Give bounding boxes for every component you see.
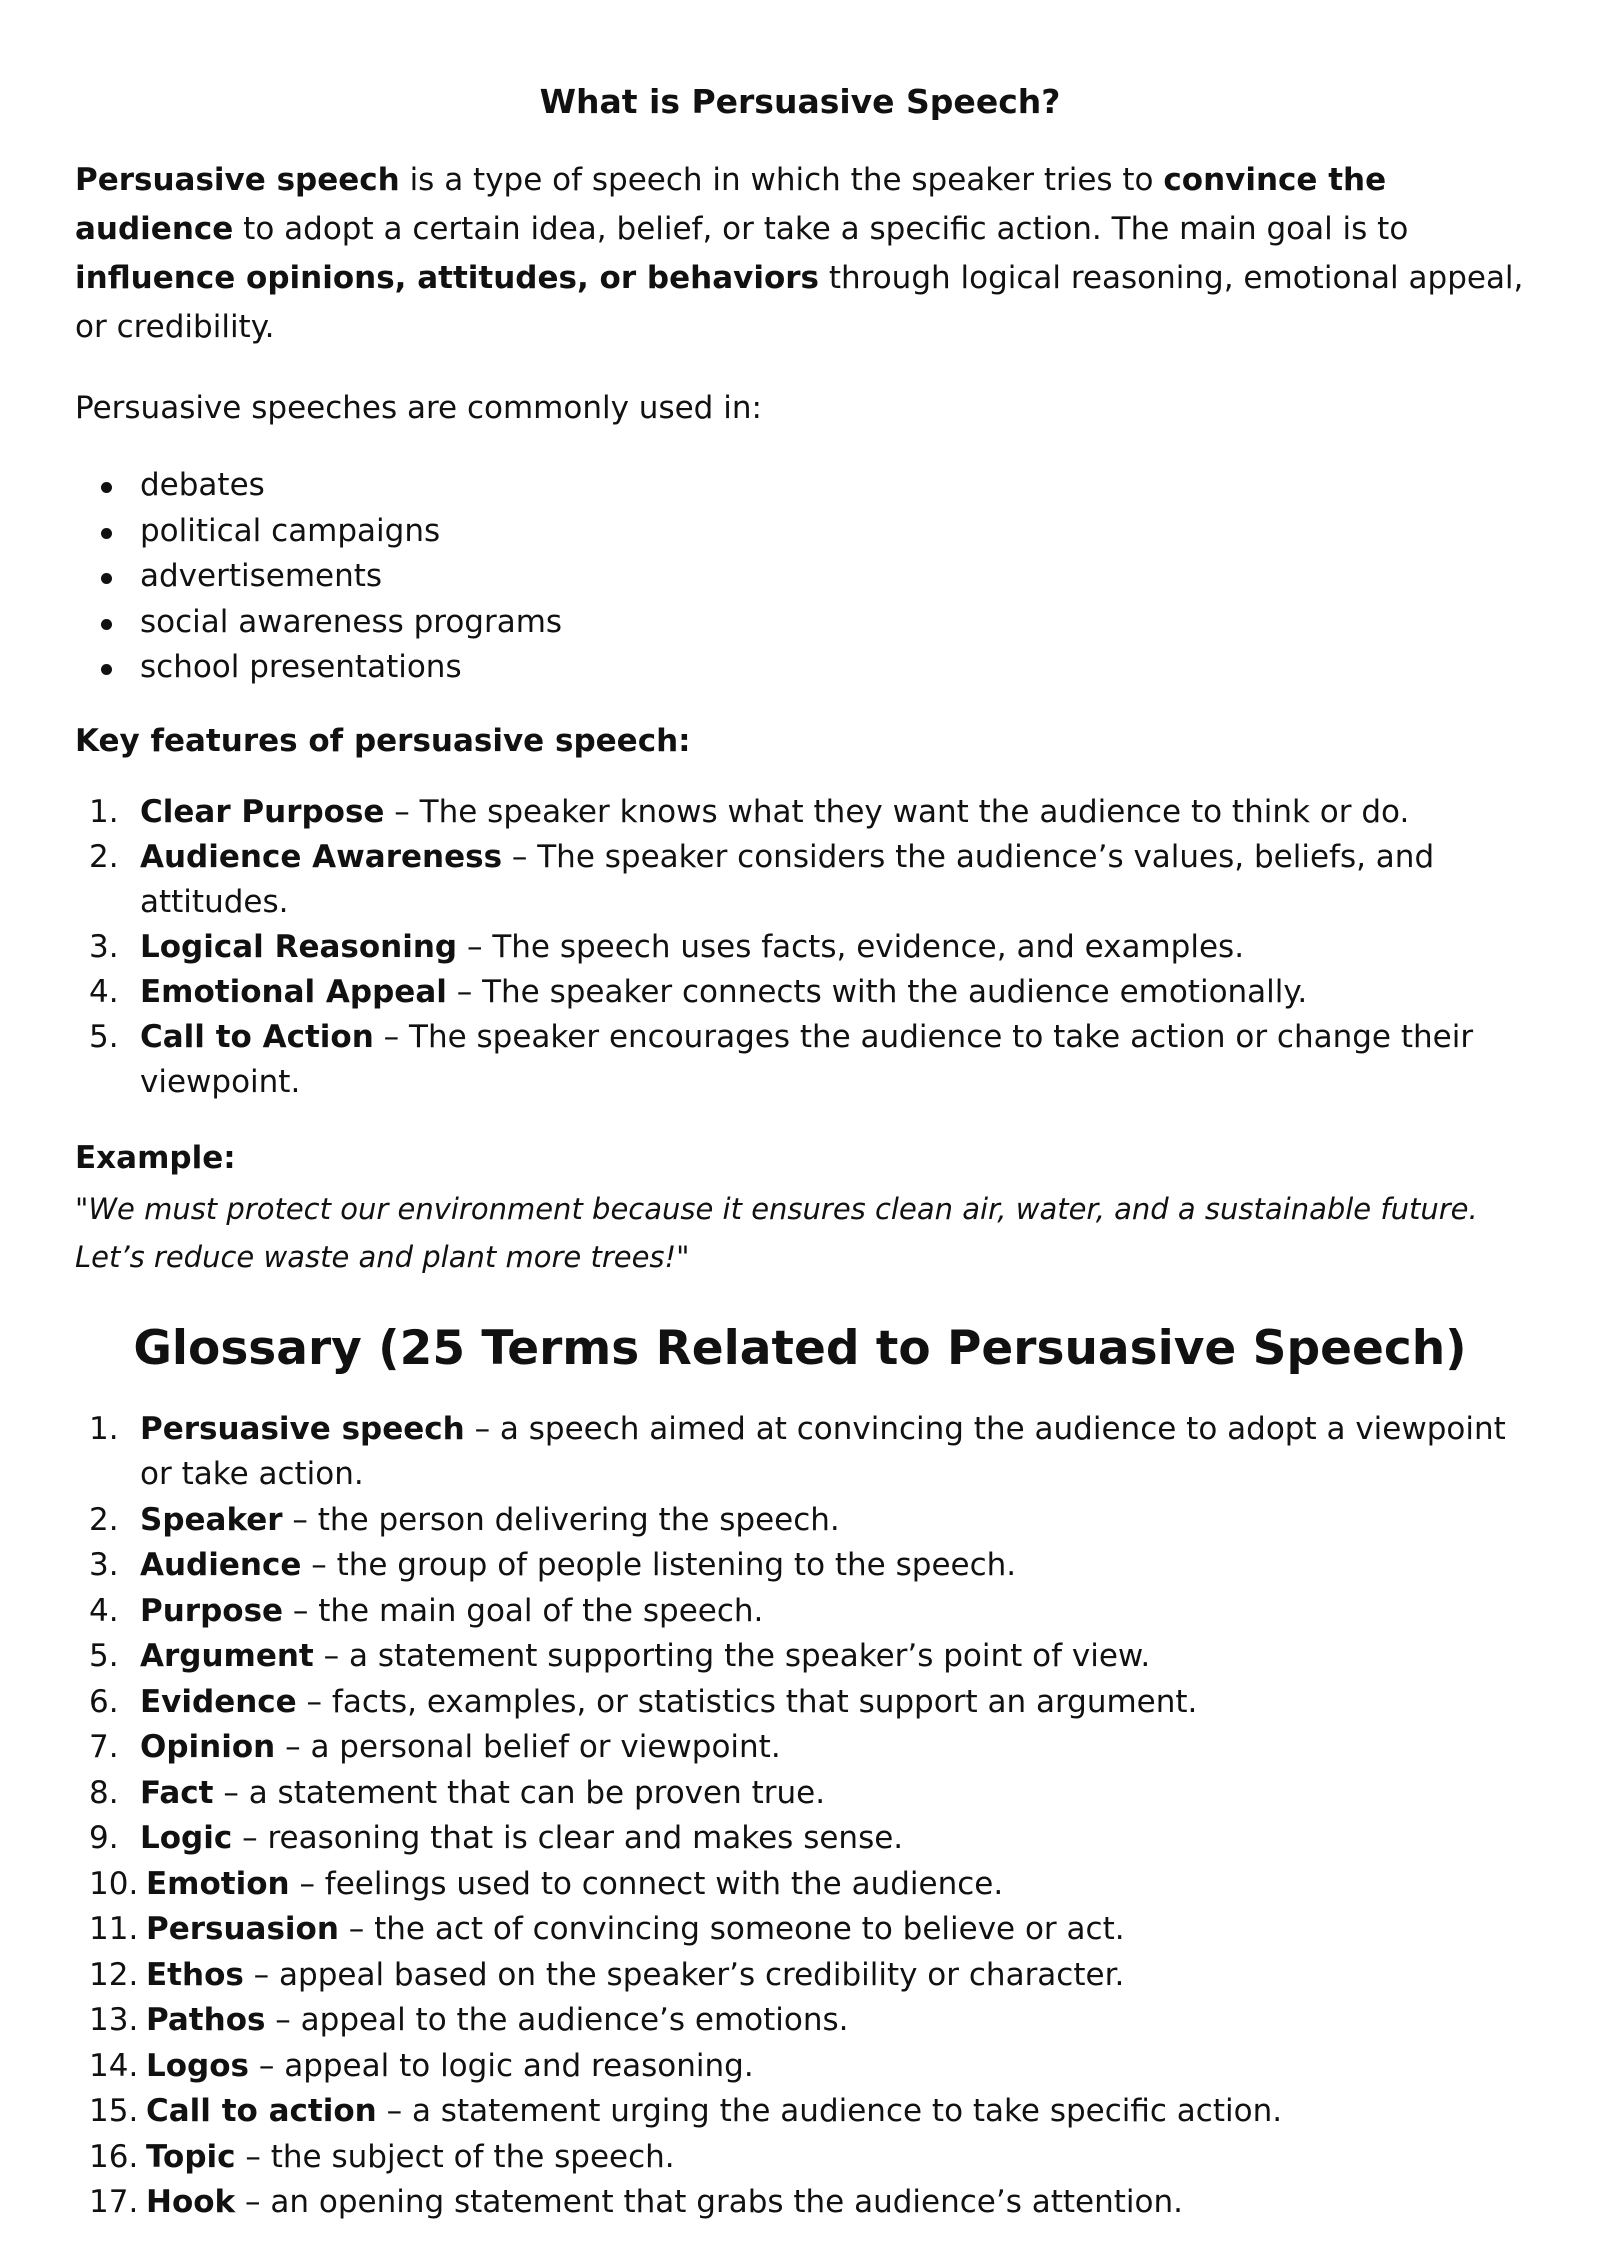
feature-item [75, 835, 1525, 925]
glossary-list [75, 1407, 1525, 2226]
intro-text-1: is a type of speech in which the speaker tries to [399, 162, 1164, 198]
item-term: Clear Purpose [140, 793, 385, 830]
item-description: – an opening statement that grabs the audience’s attention. [235, 2184, 1184, 2220]
item-term: Pathos [146, 2002, 266, 2038]
item-number: 14. [89, 2047, 139, 2084]
bullet-icon [101, 573, 112, 584]
item-description: – a personal belief or viewpoint. [275, 1729, 781, 1765]
item-number: 15. [89, 2093, 139, 2129]
glossary-item [75, 2089, 1525, 2135]
item-term: Argument [140, 1638, 314, 1674]
glossary-item [75, 1771, 1525, 1817]
item-number: 4. [89, 973, 119, 1010]
item-number: 11. [89, 1911, 139, 1947]
item-term: Speaker [140, 1501, 283, 1538]
item-number: 6. [89, 1683, 119, 1720]
item-description: – The speaker encourages the audience to take action or change their viewpoint. [140, 1018, 1474, 1100]
item-term: Audience Awareness [140, 838, 503, 875]
bullet-icon [101, 482, 112, 493]
glossary-item [75, 2044, 1525, 2090]
item-term: Evidence [140, 1683, 297, 1720]
item-number: 1. [89, 1410, 119, 1447]
glossary-title: Glossary (25 Terms Related to Persuasive Speech) [133, 1320, 1467, 1376]
item-term: Call to action [146, 2093, 377, 2129]
item-description: – the subject of the speech. [235, 2138, 675, 2175]
glossary-item [75, 1634, 1525, 1680]
glossary-item [75, 1725, 1525, 1771]
uses-list [75, 463, 1525, 691]
feature-item [75, 925, 1525, 970]
item-description: – feelings used to connect with the audience. [289, 1865, 1004, 1902]
item-description: – The speaker knows what they want the audience to think or do. [384, 793, 1410, 830]
bullet-icon [101, 619, 112, 630]
glossary-item [75, 1953, 1525, 1999]
item-term: Persuasive speech [140, 1410, 465, 1447]
list-item-text: debates [140, 467, 265, 503]
item-description: – reasoning that is clear and makes sense. [232, 1820, 904, 1856]
item-number: 4. [89, 1592, 119, 1629]
item-term: Audience [140, 1547, 302, 1583]
item-term: Emotion [146, 1865, 290, 1902]
example-label: Example: [75, 1139, 236, 1176]
list-item [75, 600, 1525, 646]
glossary-item [75, 1862, 1525, 1908]
glossary-item [75, 1680, 1525, 1726]
list-item [75, 554, 1525, 600]
item-term: Call to Action [140, 1018, 374, 1055]
item-number: 2. [89, 838, 119, 875]
intro-bold-term: Persuasive speech [75, 162, 400, 198]
item-description: – The speaker considers the audience’s values, beliefs, and attitudes. [140, 838, 1435, 920]
item-number: 9. [89, 1820, 119, 1856]
item-description: – The speaker connects with the audience emotionally. [446, 973, 1308, 1010]
item-number: 2. [89, 1501, 119, 1538]
glossary-item [75, 1816, 1525, 1862]
item-term: Topic [146, 2138, 236, 2175]
item-term: Opinion [140, 1729, 276, 1765]
glossary-item [75, 1543, 1525, 1589]
item-number: 3. [89, 1547, 119, 1583]
bullet-icon [101, 528, 112, 539]
list-item-text: advertisements [140, 558, 383, 594]
item-term: Persuasion [146, 1911, 339, 1947]
glossary-item [75, 1498, 1525, 1544]
item-term: Emotional Appeal [140, 973, 447, 1010]
item-number: 1. [89, 793, 119, 830]
intro-text-3: through logical reasoning, emotional appeal, or credibility. [75, 260, 1524, 345]
item-number: 12. [89, 1956, 139, 1993]
glossary-item [75, 2180, 1525, 2226]
item-description: – the person delivering the speech. [282, 1501, 840, 1538]
item-number: 16. [89, 2138, 139, 2175]
item-description: – a statement supporting the speaker’s point of view. [313, 1638, 1151, 1674]
item-description: – facts, examples, or statistics that support an argument. [296, 1683, 1198, 1720]
item-term: Logic [140, 1820, 233, 1856]
list-item-text: political campaigns [140, 512, 441, 549]
item-term: Logical Reasoning [140, 928, 458, 965]
uses-intro: Persuasive speeches are commonly used in: [75, 390, 762, 426]
page-title: What is Persuasive Speech? [539, 82, 1061, 121]
list-item [75, 645, 1525, 691]
features-heading: Key features of persuasive speech: [75, 722, 691, 759]
glossary-item [75, 1589, 1525, 1635]
list-item [75, 463, 1525, 509]
item-term: Ethos [146, 1956, 244, 1993]
glossary-item [75, 1907, 1525, 1953]
feature-item [75, 790, 1525, 835]
item-number: 7. [89, 1729, 119, 1765]
item-description: – the act of convincing someone to believe or act. [338, 1911, 1125, 1947]
item-number: 17. [89, 2184, 139, 2220]
item-number: 5. [89, 1018, 119, 1055]
glossary-item [75, 1998, 1525, 2044]
item-number: 10. [89, 1865, 139, 1902]
item-description: – appeal to the audience’s emotions. [265, 2002, 849, 2038]
item-description: – a speech aimed at convincing the audience to adopt a viewpoint or take action. [140, 1410, 1506, 1492]
item-description: – the main goal of the speech. [283, 1592, 764, 1629]
list-item [75, 509, 1525, 555]
intro-paragraph [75, 156, 1525, 352]
item-description: – a statement that can be proven true. [213, 1774, 826, 1811]
item-number: 5. [89, 1638, 119, 1674]
item-description: – The speech uses facts, evidence, and examples. [457, 928, 1245, 965]
glossary-item [75, 2135, 1525, 2181]
item-number: 8. [89, 1774, 119, 1811]
bullet-icon [101, 664, 112, 675]
item-number: 3. [89, 928, 119, 965]
item-description: – appeal based on the speaker’s credibility or character. [243, 1956, 1125, 1993]
item-description: – a statement urging the audience to take specific action. [376, 2093, 1283, 2129]
item-term: Logos [146, 2047, 249, 2084]
feature-item [75, 970, 1525, 1015]
list-item-text: social awareness programs [140, 603, 563, 640]
item-term: Hook [146, 2184, 236, 2220]
item-description: – the group of people listening to the speech. [301, 1547, 1017, 1583]
intro-text-2: to adopt a certain idea, belief, or take a specific action. The main goal is to [233, 211, 1409, 247]
item-term: Fact [140, 1774, 214, 1811]
intro-bold-influence: influence opinions, attitudes, or behaviors [75, 260, 819, 296]
example-text: "We must protect our environment because it ensures clean air, water, and a sustainable future. Let’s reduce waste and plant more trees!" [75, 1191, 1478, 1274]
features-list [75, 790, 1525, 1105]
intro-bold-audience: convince the audience [75, 162, 1387, 247]
item-term: Purpose [140, 1592, 284, 1629]
list-item-text: school presentations [140, 649, 462, 685]
feature-item [75, 1015, 1525, 1105]
item-number: 13. [89, 2002, 139, 2038]
item-description: – appeal to logic and reasoning. [249, 2047, 754, 2084]
glossary-item [75, 1407, 1525, 1498]
